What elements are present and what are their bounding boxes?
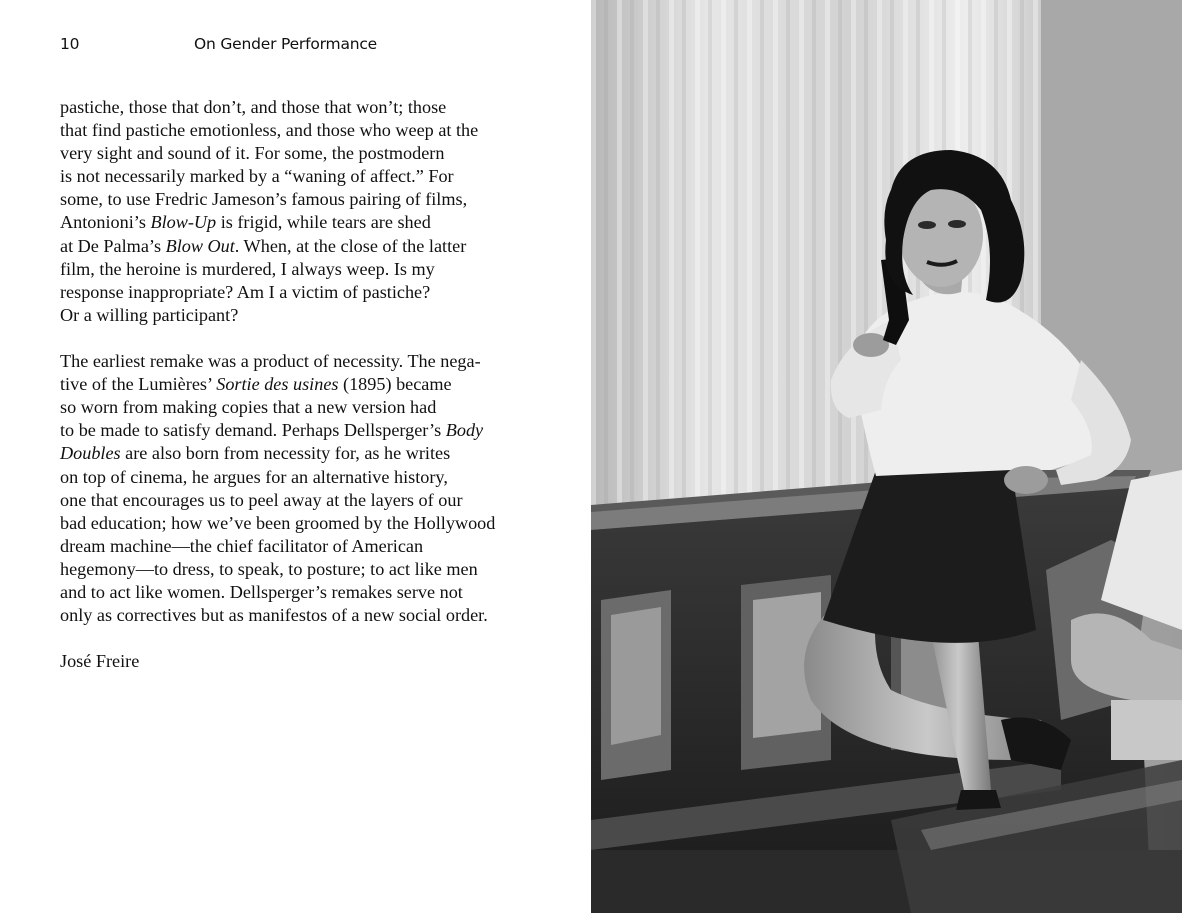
text-line: [60, 442, 530, 465]
text-line: [60, 466, 530, 489]
essay-paragraph: [60, 96, 530, 327]
italic-title: Sortie des usines: [216, 374, 339, 395]
text-line: [60, 581, 530, 604]
photo-illustration: [591, 0, 1182, 913]
text-line: [60, 211, 530, 234]
essay-paragraph: [60, 350, 530, 627]
text-span: is not necessarily marked by a “waning of affect.” For: [60, 166, 454, 187]
text-line: [60, 604, 530, 627]
text-line: [60, 142, 530, 165]
text-line: [60, 558, 530, 581]
text-span: Or a willing participant?: [60, 304, 239, 325]
text-span: on top of cinema, he argues for an alternative history,: [60, 466, 448, 487]
section-title: On Gender Performance: [194, 35, 378, 53]
author-signature: José Freire: [60, 651, 140, 672]
italic-title: Blow Out: [165, 235, 235, 256]
text-span: to be made to satisfy demand. Perhaps Dellsperger’s: [60, 420, 446, 441]
text-span: very sight and sound of it. For some, the postmodern: [60, 143, 445, 164]
italic-title: Doubles: [60, 443, 121, 464]
text-span: tive of the Lumières’: [60, 374, 217, 395]
italic-title: Blow-Up: [150, 212, 217, 233]
text-span: so worn from making copies that a new version had: [60, 397, 437, 418]
text-line: [60, 373, 530, 396]
text-span: is frigid, while tears are shed: [216, 212, 431, 233]
text-span: response inappropriate? Am I a victim of pastiche?: [60, 281, 431, 302]
text-span: only as correctives but as manifestos of a new social order.: [60, 605, 488, 626]
text-line: [60, 512, 530, 535]
text-span: are also born from necessity for, as he writes: [120, 443, 451, 464]
text-line: [60, 396, 530, 419]
text-line: [60, 96, 530, 119]
text-span: film, the heroine is murdered, I always weep. Is my: [60, 258, 435, 279]
text-span: hegemony—to dress, to speak, to posture; to act like men: [60, 558, 478, 579]
essay-paragraphs: [60, 96, 530, 627]
text-span: dream machine—the chief facilitator of American: [60, 535, 424, 556]
text-line: [60, 281, 530, 304]
photograph: [591, 0, 1182, 913]
text-line: [60, 304, 530, 327]
text-line: [60, 258, 530, 281]
text-span: . When, at the close of the latter: [234, 235, 467, 256]
italic-title: Body: [445, 420, 484, 441]
text-span: at De Palma’s: [60, 235, 166, 256]
text-line: [60, 419, 530, 442]
text-line: [60, 350, 530, 373]
text-line: [60, 165, 530, 188]
text-span: bad education; how we’ve been groomed by the Hollywood: [60, 512, 496, 533]
text-span: The earliest remake was a product of necessity. The nega-: [60, 351, 481, 372]
text-line: [60, 489, 530, 512]
text-line: [60, 535, 530, 558]
text-span: Antonioni’s: [60, 212, 151, 233]
text-span: some, to use Fredric Jameson’s famous pairing of films,: [60, 189, 468, 210]
text-span: that find pastiche emotionless, and those who weep at the: [60, 120, 479, 141]
text-line: [60, 235, 530, 258]
text-line: [60, 188, 530, 211]
page-number: 10: [60, 35, 80, 53]
text-span: (1895) became: [338, 374, 452, 395]
text-span: one that encourages us to peel away at the layers of our: [60, 489, 463, 510]
text-span: and to act like women. Dellsperger’s remakes serve not: [60, 581, 463, 602]
text-span: pastiche, those that don’t, and those that won’t; those: [60, 97, 447, 117]
essay-body: [60, 96, 530, 673]
text-line: [60, 119, 530, 142]
